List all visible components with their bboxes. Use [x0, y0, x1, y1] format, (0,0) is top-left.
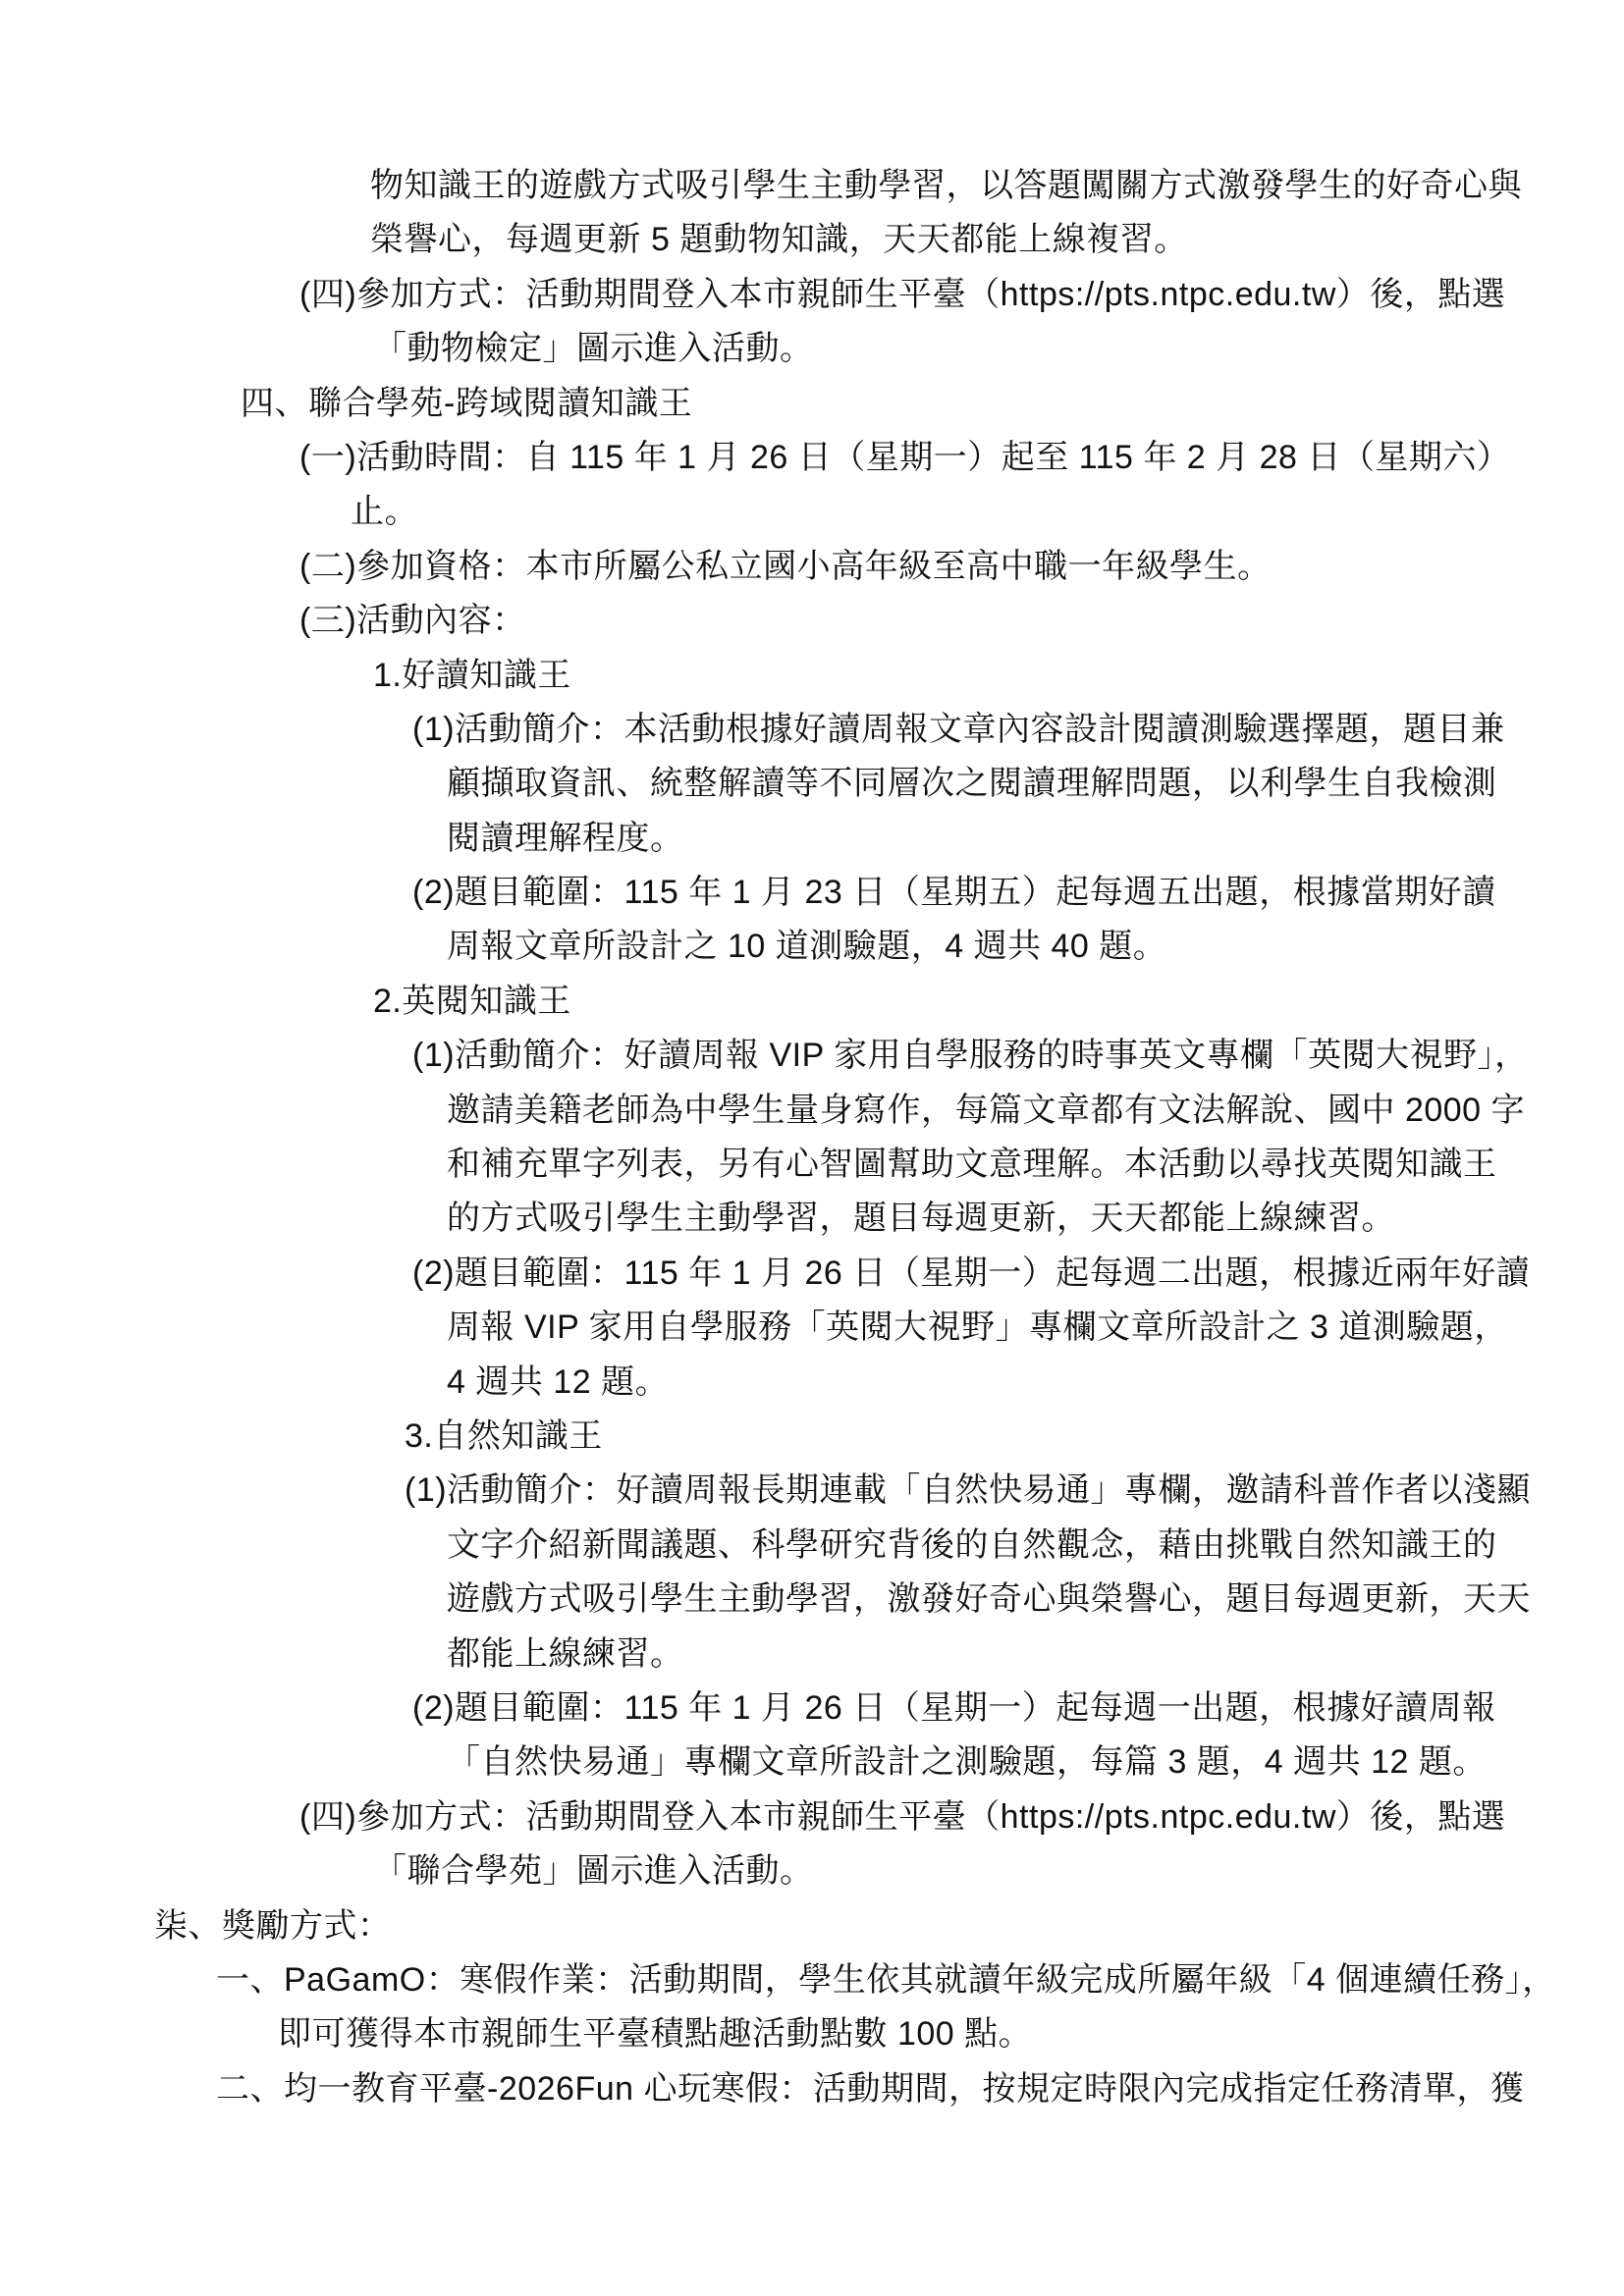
doc-line: 邀請美籍老師為中學生量身寫作，每篇文章都有文法解說、國中 2000 字 — [447, 1091, 1526, 1129]
list-item-question-scope: (2)題目範圍：115 年 1 月 26 日（星期一）起每週一出題，根據好讀周報 — [412, 1688, 1496, 1727]
doc-line: 閱讀理解程度。 — [447, 819, 684, 857]
doc-line: 物知識王的遊戲方式吸引學生主動學習，以答題闖關方式激發學生的好奇心與 — [370, 167, 1522, 204]
doc-line: 都能上線練習。 — [447, 1634, 684, 1673]
list-item-intro: (1)活動簡介：本活動根據好讀周報文章內容設計閱讀測驗選擇題，題目兼 — [412, 710, 1505, 748]
list-item-participation-method: (四)參加方式：活動期間登入本市親師生平臺（https://pts.ntpc.edu.tw）後，點選 — [299, 275, 1506, 313]
heading-lianhe-xueyuan: 四、聯合學苑-跨域閱讀知識王 — [241, 384, 693, 422]
doc-line: 即可獲得本市親師生平臺積點趣活動點數 100 點。 — [278, 2015, 1033, 2054]
doc-line: 文字介紹新聞議題、科學研究背後的自然觀念，藉由挑戰自然知識王的 — [447, 1525, 1497, 1564]
list-item-question-scope: (2)題目範圍：115 年 1 月 26 日（星期一）起每週二出題，根據近兩年好讀 — [412, 1254, 1531, 1292]
subheading-haodu-zhishiwang: 1.好讀知識王 — [373, 656, 571, 694]
heading-jiangli-fangshi: 柒、獎勵方式： — [154, 1906, 392, 1945]
list-item-activity-time: (一)活動時間：自 115 年 1 月 26 日（星期一）起至 115 年 2 月 28 日（星期六） — [299, 438, 1511, 476]
doc-line: 「自然快易通」專欄文章所設計之測驗題，每篇 3 題，4 週共 12 題。 — [447, 1743, 1487, 1782]
doc-line: 的方式吸引學生主動學習，題目每週更新，天天都能上線練習。 — [447, 1200, 1395, 1238]
list-item-pagamo: 一、PaGamO：寒假作業：活動期間，學生依其就讀年級完成所屬年級「4 個連續任務」， — [216, 1960, 1556, 1999]
subheading-ziran-zhishiwang: 3.自然知識王 — [405, 1416, 603, 1455]
list-item-activity-content: (三)活動內容： — [299, 602, 526, 640]
doc-line: 周報文章所設計之 10 道測驗題，4 週共 40 題。 — [447, 928, 1167, 966]
list-item-eligibility: (二)參加資格：本市所屬公私立國小高年級至高中職一年級學生。 — [299, 547, 1272, 585]
list-item-question-scope: (2)題目範圍：115 年 1 月 23 日（星期五）起每週五出題，根據當期好讀 — [412, 874, 1496, 912]
doc-line: 止。 — [351, 493, 418, 531]
subheading-yingyue-zhishiwang: 2.英閱知識王 — [373, 982, 571, 1020]
list-item-participation-method: (四)參加方式：活動期間登入本市親師生平臺（https://pts.ntpc.edu.tw）後，點選 — [299, 1797, 1506, 1836]
doc-line: 和補充單字列表，另有心智圖幫助文意理解。本活動以尋找英閱知識王 — [447, 1146, 1497, 1184]
list-item-junyi-platform: 二、均一教育平臺-2026Fun 心玩寒假：活動期間，按規定時限內完成指定任務清單，獲 — [216, 2069, 1525, 2108]
doc-line: 顧擷取資訊、統整解讀等不同層次之閱讀理解問題，以利學生自我檢測 — [447, 765, 1497, 803]
doc-line: 「動物檢定」圖示進入活動。 — [373, 330, 814, 368]
list-item-intro: (1)活動簡介：好讀周報 VIP 家用自學服務的時事英文專欄「英閱大視野」， — [412, 1037, 1529, 1075]
list-item-intro: (1)活動簡介：好讀周報長期連載「自然快易通」專欄，邀請科普作者以淺顯 — [405, 1471, 1532, 1510]
doc-line: 周報 VIP 家用自學服務「英閱大視野」專欄文章所設計之 3 道測驗題， — [447, 1308, 1508, 1347]
doc-line: 榮譽心，每週更新 5 題動物知識，天天都能上線複習。 — [370, 221, 1188, 259]
doc-line: 「聯合學苑」圖示進入活動。 — [373, 1852, 814, 1891]
doc-line: 遊戲方式吸引學生主動學習，激發好奇心與榮譽心，題目每週更新，天天 — [447, 1580, 1531, 1619]
doc-line: 4 週共 12 題。 — [447, 1362, 670, 1401]
